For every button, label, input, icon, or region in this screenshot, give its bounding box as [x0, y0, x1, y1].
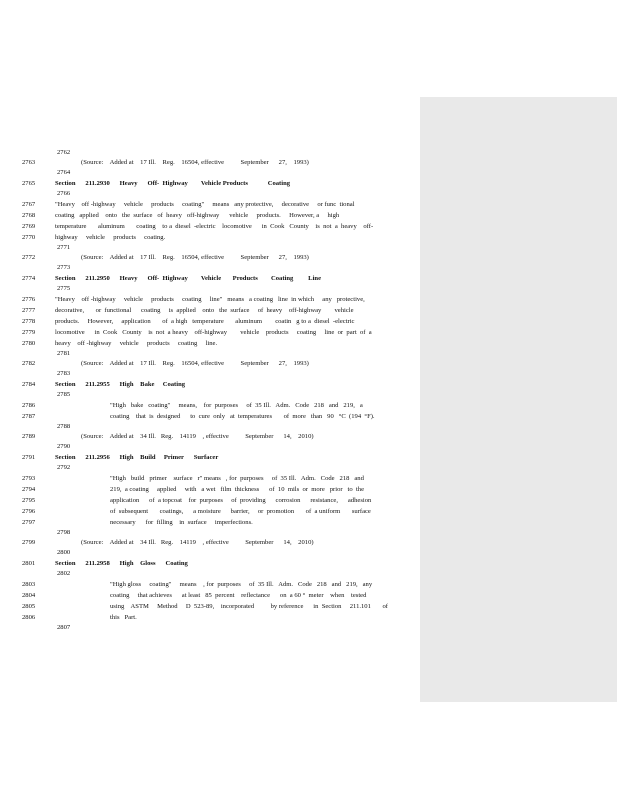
line-number: 2797 [22, 519, 36, 526]
document-line [0, 548, 420, 558]
line-text: 2766 [57, 190, 71, 197]
line-text: decorative, or functional coating is applied onto the surface of heavy off-highway vehicle [55, 307, 354, 314]
line-text: "High build primer surface r" means , for purposes of 35 Ill. Adm. Code 218 and [110, 475, 364, 482]
line-number: 2770 [22, 234, 36, 241]
document-line [0, 591, 420, 601]
line-number: 2805 [22, 603, 36, 610]
line-text: 2788 [57, 423, 71, 430]
document-line [0, 243, 420, 253]
line-number: 2776 [22, 296, 36, 303]
line-text: application of a topcoat for purposes of providing corrosion resistance, adhesion [110, 497, 372, 504]
document-line [0, 422, 420, 432]
line-number: 2796 [22, 508, 36, 515]
document-line [0, 158, 420, 168]
line-text: 2798 [57, 529, 71, 536]
line-number: 2786 [22, 402, 36, 409]
document-line [0, 453, 420, 463]
line-number: 2763 [22, 159, 36, 166]
line-text: 2783 [57, 370, 71, 377]
document-line [0, 274, 420, 284]
line-text: coating that achieves at least 85 percent reflectance on a 60 ° meter when tested [110, 592, 367, 599]
line-number: 2803 [22, 581, 36, 588]
document-line [0, 507, 420, 517]
document-line [0, 602, 420, 612]
line-number: 2791 [22, 454, 36, 461]
line-text: coating applied onto the surface of heavy off-highway vehicle products. However, a high [55, 212, 340, 219]
document-line [0, 485, 420, 495]
section-heading: Section 211.2956 High Build Primer Surfacer [55, 454, 219, 461]
document-line [0, 211, 420, 221]
line-text: locomotive in Cook County is not a heavy off-highway vehicle products coating line or part of a [55, 329, 372, 336]
line-number: 2772 [22, 254, 36, 261]
document-line [0, 538, 420, 548]
line-number: 2804 [22, 592, 36, 599]
document-line [0, 442, 420, 452]
line-number: 2794 [22, 486, 36, 493]
document-line [0, 349, 420, 359]
line-number: 2793 [22, 475, 36, 482]
section-heading: Section 211.2955 High Bake Coating [55, 381, 186, 388]
line-text: products. However, application of a high temperature aluminum coatin g to a diesel -electric [55, 318, 355, 325]
line-text: (Source: Added at 17 Ill. Reg. 16504, effective September 27, 1993) [81, 360, 309, 367]
line-number: 2765 [22, 180, 36, 187]
line-text: heavy off -highway vehicle products coating line. [55, 340, 218, 347]
document-line [0, 401, 420, 411]
document-line [0, 168, 420, 178]
document-line [0, 432, 420, 442]
line-number: 2787 [22, 413, 36, 420]
line-text: "High gloss coating" means , for purposes of 35 Ill. Adm. Code 218 and 219, any [110, 581, 373, 588]
document-line [0, 569, 420, 579]
line-text: 2790 [57, 443, 71, 450]
line-number: 2769 [22, 223, 36, 230]
document-line [0, 518, 420, 528]
document-line [0, 369, 420, 379]
line-text: this Part. [110, 614, 137, 621]
document-line [0, 263, 420, 273]
document-line [0, 496, 420, 506]
section-heading: Section 211.2958 High Gloss Coating [55, 560, 188, 567]
line-number: 2795 [22, 497, 36, 504]
document-line [0, 179, 420, 189]
line-number: 2777 [22, 307, 36, 314]
line-number: 2784 [22, 381, 36, 388]
document-line [0, 580, 420, 590]
line-number: 2779 [22, 329, 36, 336]
document-line [0, 390, 420, 400]
line-number: 2806 [22, 614, 36, 621]
document-line [0, 200, 420, 210]
line-text: 2764 [57, 169, 71, 176]
line-text: 2792 [57, 464, 71, 471]
line-text: 2781 [57, 350, 71, 357]
line-text: 2771 [57, 244, 71, 251]
line-number: 2780 [22, 340, 36, 347]
document-line [0, 284, 420, 294]
document-line [0, 222, 420, 232]
line-text: temperature aluminum coating to a diesel -electric locomotive in Cook County is not a heavy off- [55, 223, 374, 230]
line-text: 219, a coating applied with a wet film thickness of 10 mils or more prior to the [110, 486, 364, 493]
line-text: highway vehicle products coating. [55, 234, 166, 241]
document-line [0, 613, 420, 623]
document-line [0, 528, 420, 538]
line-number: 2799 [22, 539, 36, 546]
line-text: "Heavy off -highway vehicle products coating line" means a coating line in which any protective, [55, 296, 365, 303]
line-number: 2789 [22, 433, 36, 440]
line-number: 2801 [22, 560, 36, 567]
line-text: 2773 [57, 264, 71, 271]
line-text: (Source: Added at 34 Ill. Reg. 14119 , effective September 14, 2010) [81, 433, 314, 440]
document-line [0, 306, 420, 316]
line-text: 2775 [57, 285, 71, 292]
document-line [0, 412, 420, 422]
line-number: 2767 [22, 201, 36, 208]
line-text: 2762 [57, 149, 71, 156]
line-number: 2774 [22, 275, 36, 282]
line-text: 2785 [57, 391, 71, 398]
document-line [0, 253, 420, 263]
line-number: 2768 [22, 212, 36, 219]
line-text: "Heavy off -highway vehicle products coating" means any protective, decorative or func tional [55, 201, 355, 208]
line-text: (Source: Added at 17 Ill. Reg. 16504, effective September 27, 1993) [81, 159, 309, 166]
document-line [0, 148, 420, 158]
document-line [0, 359, 420, 369]
document-line [0, 463, 420, 473]
section-heading: Section 211.2930 Heavy Off- Highway Vehicle Products Coating [55, 180, 291, 187]
document-line [0, 233, 420, 243]
line-number: 2778 [22, 318, 36, 325]
line-text: (Source: Added at 34 Ill. Reg. 14119 , effective September 14, 2010) [81, 539, 314, 546]
document-line [0, 189, 420, 199]
document-line [0, 317, 420, 327]
document-line [0, 380, 420, 390]
line-text: 2802 [57, 570, 71, 577]
line-text: using ASTM Method D 523-89, incorporated by reference in Section 211.101 of [110, 603, 388, 610]
section-heading: Section 211.2950 Heavy Off- Highway Vehicle Products Coating Line [55, 275, 322, 282]
line-text: of subsequent coatings, a moisture barrier, or promotion of a uniform surface [110, 508, 371, 515]
document-line [0, 474, 420, 484]
line-text: 2800 [57, 549, 71, 556]
line-text: "High bake coating" means, for purposes of 35 Ill. Adm. Code 218 and 219, a [110, 402, 363, 409]
line-text: necessary for filling in surface imperfections. [110, 519, 253, 526]
document-line [0, 623, 420, 633]
document-line [0, 328, 420, 338]
comment-pane [420, 97, 617, 702]
document-line [0, 559, 420, 569]
document-line [0, 295, 420, 305]
line-number: 2782 [22, 360, 36, 367]
document-line [0, 339, 420, 349]
line-text: 2807 [57, 624, 71, 631]
line-text: (Source: Added at 17 Ill. Reg. 16504, effective September 27, 1993) [81, 254, 309, 261]
line-text: coating that is designed to cure only at temperatures of more than 90 °C (194 °F). [110, 413, 375, 420]
